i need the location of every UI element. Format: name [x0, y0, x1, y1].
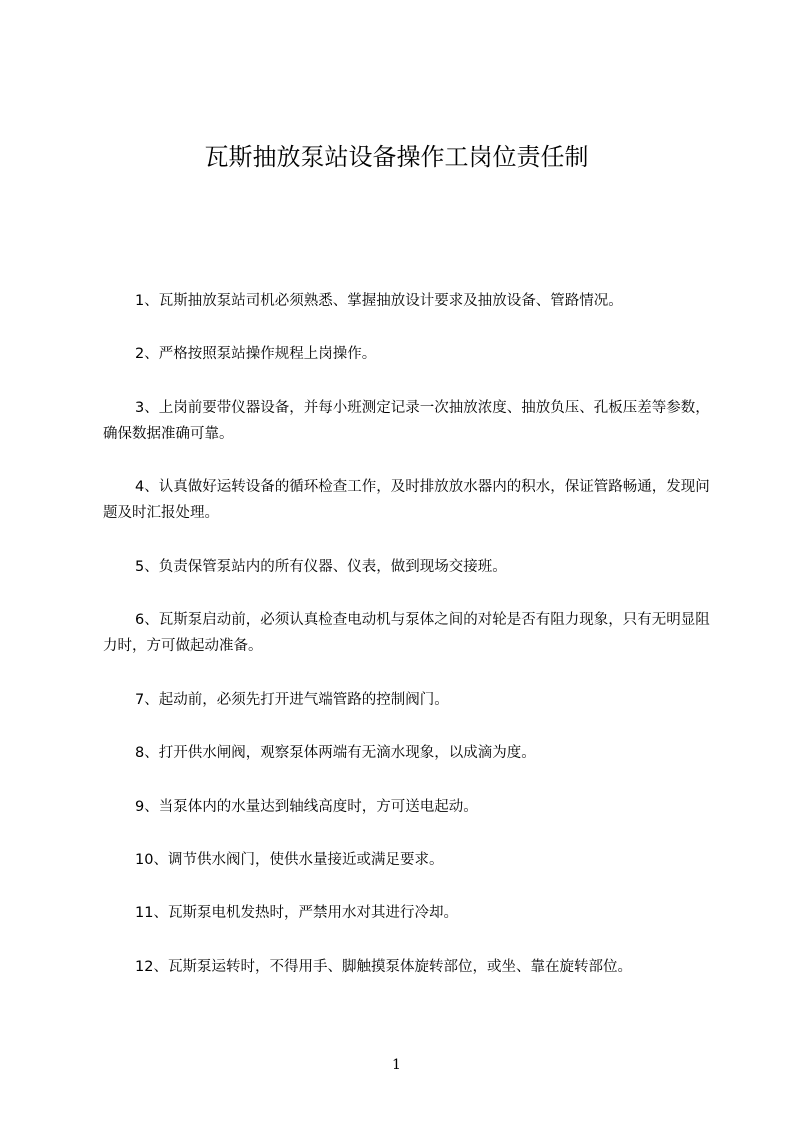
duty-item-1: 1、瓦斯抽放泵站司机必须熟悉、掌握抽放设计要求及抽放设备、管路情况。	[135, 293, 623, 309]
duty-item-10: 10、调节供水阀门，使供水量接近或满足要求。	[135, 852, 444, 868]
document-title: 瓦斯抽放泵站设备操作工岗位责任制	[204, 143, 589, 171]
duty-item-8: 8、打开供水闸阀，观察泵体两端有无滴水现象，以成滴为度。	[135, 745, 536, 761]
page-number: 1	[392, 1057, 401, 1073]
duty-item-5: 5、负责保管泵站内的所有仪器、仪表，做到现场交接班。	[135, 559, 507, 575]
duty-item-7: 7、起动前，必须先打开进气端管路的控制阀门。	[135, 692, 449, 708]
duty-item-3: 3、上岗前要带仪器设备，并每小班测定记录一次抽放浓度、抽放负压、孔板压差等参数，确保数据准确可靠。	[103, 400, 710, 442]
duty-item-12: 12、瓦斯泵运转时，不得用手、脚触摸泵体旋转部位，或坐、靠在旋转部位。	[135, 959, 632, 975]
duty-item-4: 4、认真做好运转设备的循环检查工作，及时排放放水器内的积水，保证管路畅通，发现问题及时汇报处理。	[103, 479, 710, 521]
duty-item-9: 9、当泵体内的水量达到轴线高度时，方可送电起动。	[135, 799, 478, 815]
duty-item-6: 6、瓦斯泵启动前，必须认真检查电动机与泵体之间的对轮是否有阻力现象，只有无明显阻力时，方可做起动准备。	[103, 612, 710, 654]
duty-item-11: 11、瓦斯泵电机发热时，严禁用水对其进行冷却。	[135, 905, 458, 921]
duty-item-2: 2、严格按照泵站操作规程上岗操作。	[135, 346, 377, 362]
